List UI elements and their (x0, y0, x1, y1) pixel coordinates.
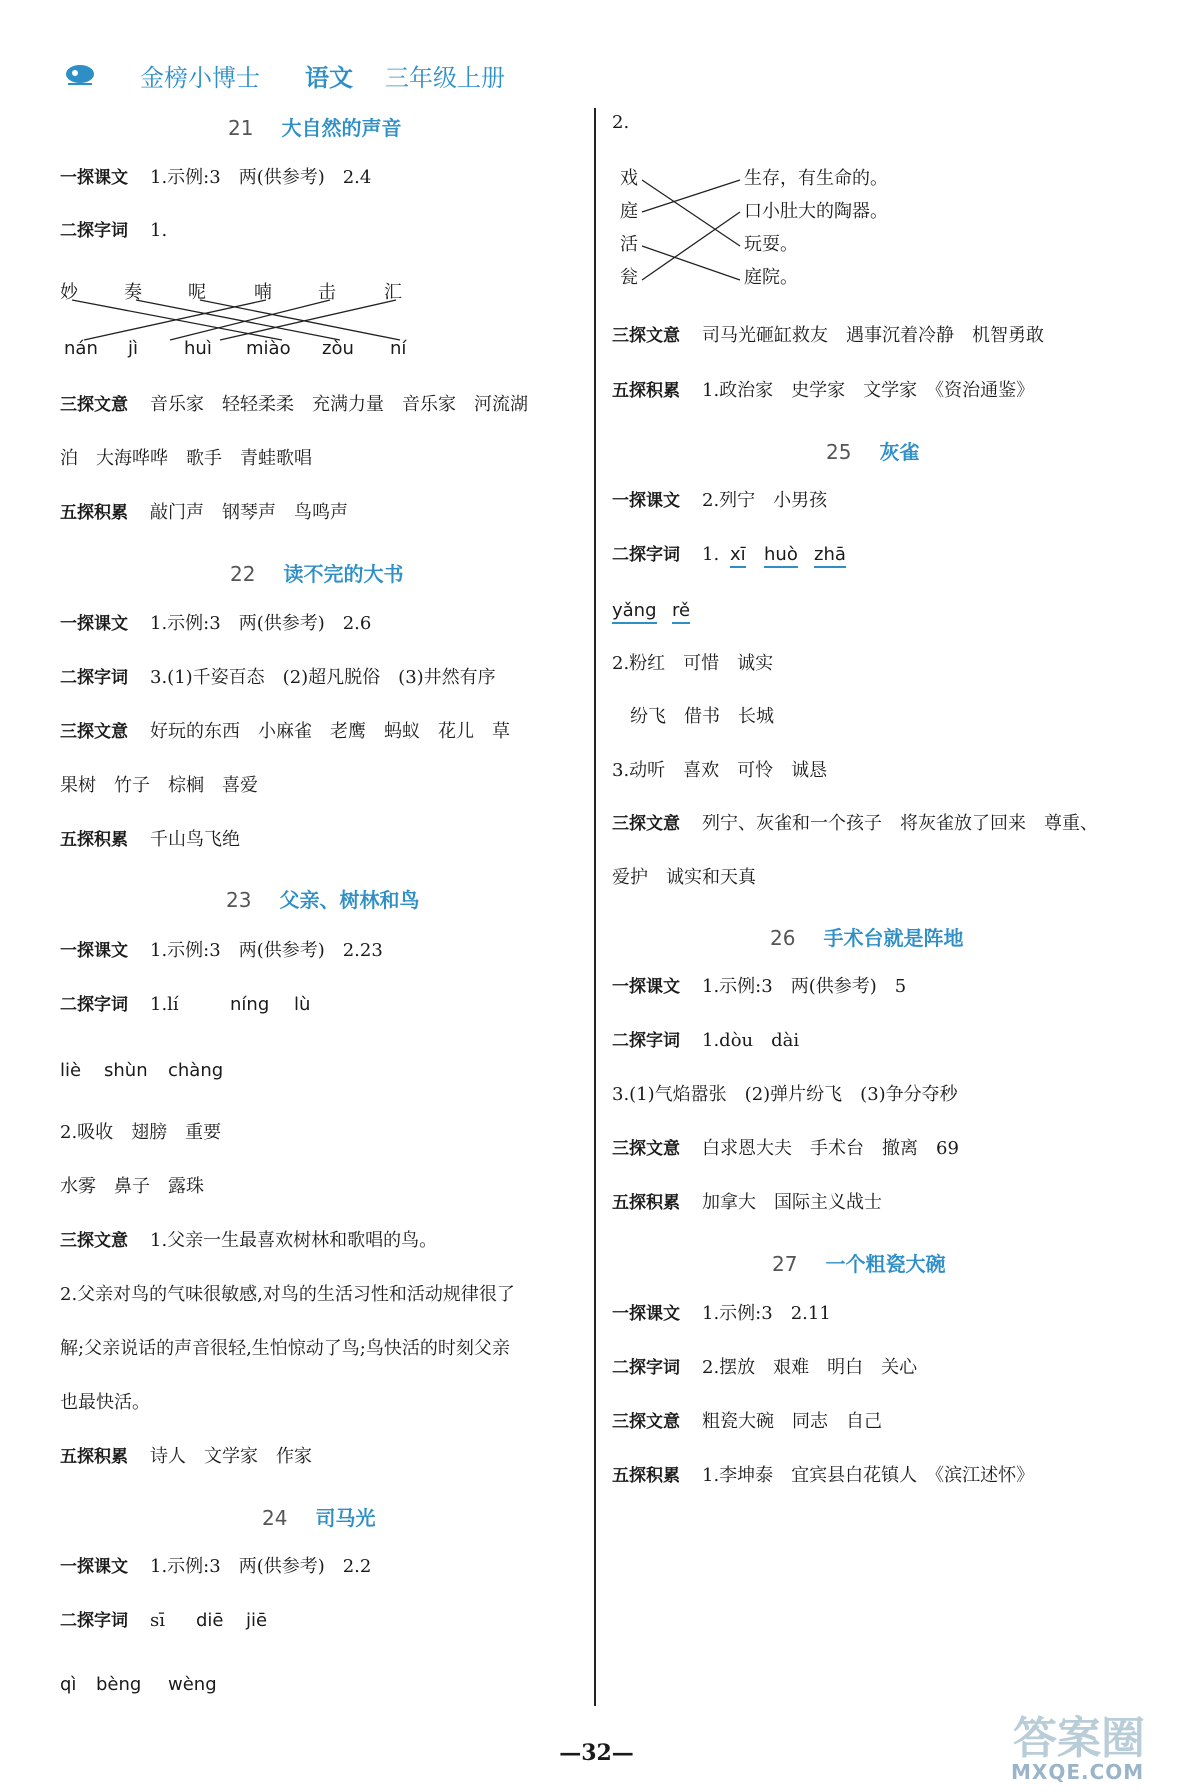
lesson-title: 26 手术台就是阵地 (770, 926, 964, 950)
pinyin: lù (294, 994, 311, 1015)
answer-line: 一探课文 1.示例:3 两(供参考) 2.23 (60, 940, 383, 961)
answer-line: 二探字词 1. (60, 220, 168, 241)
answer-line: 泊 大海哗哗 歌手 青蛙歌唱 (60, 448, 312, 469)
answer-line: 3.(1)气焰嚣张 (2)弹片纷飞 (3)争分夺秒 (612, 1084, 958, 1105)
answer-line: 2.父亲对鸟的气味很敏感,对鸟的生活习性和活动规律很了 (60, 1284, 515, 1305)
brand-title: 金榜小博士 (140, 64, 260, 92)
answer-line: 三探文意 司马光砸缸救友 遇事沉着冷静 机智勇敢 (612, 325, 1044, 346)
grade-title: 三年级上册 (385, 64, 505, 92)
match-definition: 口小肚大的陶器。 (744, 201, 888, 222)
answer-line: 五探积累 1.李坤泰 宜宾县白花镇人 《滨江述怀》 (612, 1465, 1035, 1486)
pinyin: zhā (814, 544, 846, 568)
answer-line: 2.粉红 可惜 诚实 (612, 653, 774, 674)
pinyin: huò (764, 544, 798, 568)
match-char: 戏 (620, 168, 638, 189)
answer-line: 一探课文 1.示例:3 两(供参考) 2.2 (60, 1556, 372, 1577)
pinyin: liè (60, 1060, 82, 1081)
answer-line: 一探课文 1.示例:3 两(供参考) 2.6 (60, 613, 372, 634)
answer-line: 三探文意 音乐家 轻轻柔柔 充满力量 音乐家 河流湖 (60, 394, 528, 415)
answer-line: 水雾 鼻子 露珠 (60, 1176, 204, 1197)
match-pinyin: huì (184, 338, 212, 359)
subject-title: 语文 (305, 64, 353, 92)
match-char: 喃 (254, 282, 272, 303)
pinyin: xī (730, 544, 746, 568)
definition-lines (640, 168, 760, 296)
definition-matching (620, 168, 980, 296)
match-lines (60, 278, 420, 360)
answer-line: 三探文意 列宁、灰雀和一个孩子 将灰雀放了回来 尊重、 (612, 813, 1098, 834)
answer-line: 二探字词 1.lí (60, 994, 179, 1015)
pinyin: wèng (168, 1674, 217, 1695)
match-definition: 庭院。 (744, 267, 798, 288)
lesson-title: 27 一个粗瓷大碗 (772, 1252, 946, 1276)
answer-line: 三探文意 好玩的东西 小麻雀 老鹰 蚂蚁 花儿 草 (60, 721, 510, 742)
answer-line: 三探文意 粗瓷大碗 同志 自己 (612, 1411, 882, 1432)
answer-line: 爱护 诚实和天真 (612, 867, 756, 888)
answer-line: 一探课文 1.示例:3 两(供参考) 2.4 (60, 167, 372, 188)
answer-line: 五探积累 1.政治家 史学家 文学家 《资治通鉴》 (612, 380, 1035, 401)
answer-line: 三探文意 1.父亲一生最喜欢树林和歌唱的鸟。 (60, 1230, 438, 1251)
answer-line: 二探字词 1.dòu dài (612, 1030, 800, 1051)
answer-line: 三探文意 白求恩大夫 手术台 撤离 69 (612, 1138, 959, 1159)
answer-line: 二探字词 sī (60, 1610, 165, 1631)
answer-line: 一探课文 1.示例:3 2.11 (612, 1303, 831, 1324)
answer-line: 解;父亲说话的声音很轻,生怕惊动了鸟;鸟快活的时刻父亲 (60, 1338, 510, 1359)
pinyin: qì (60, 1674, 77, 1695)
pinyin: bèng (96, 1674, 142, 1695)
pinyin: yǎng (612, 600, 657, 624)
answer-line: 五探积累 加拿大 国际主义战士 (612, 1192, 882, 1213)
match-definition: 玩耍。 (744, 234, 798, 255)
answer-line: 五探积累 敲门声 钢琴声 鸟鸣声 (60, 502, 348, 523)
page-number: —32— (559, 1740, 634, 1766)
answer-line: 五探积累 诗人 文学家 作家 (60, 1446, 312, 1467)
match-char: 庭 (620, 201, 638, 222)
match-char: 妙 (60, 282, 78, 303)
answer-line: 3.动听 喜欢 可怜 诚恳 (612, 760, 828, 781)
lesson-title: 25 灰雀 (826, 440, 920, 464)
lesson-title: 22 读不完的大书 (230, 562, 404, 586)
match-pinyin: miào (246, 338, 291, 359)
answer-line: 一探课文 2.列宁 小男孩 (612, 490, 828, 511)
answer-line: 也最快活。 (60, 1392, 150, 1413)
column-divider (594, 108, 596, 1706)
answer-line: 五探积累 千山鸟飞绝 (60, 829, 240, 850)
watermark (1011, 1702, 1181, 1784)
answer-line: 二探字词 1. (612, 544, 720, 565)
pinyin: diē (196, 1610, 224, 1631)
match-pinyin: jì (128, 338, 139, 359)
answer-line: 纷飞 借书 长城 (612, 706, 774, 727)
pinyin: shùn (104, 1060, 148, 1081)
match-pinyin: ní (390, 338, 407, 359)
watermark-url: MXQE.COM (1011, 1760, 1145, 1784)
match-char: 汇 (384, 282, 402, 303)
lesson-title: 21 大自然的声音 (228, 116, 402, 140)
lesson-title: 23 父亲、树林和鸟 (226, 888, 420, 912)
match-char: 击 (318, 282, 336, 303)
match-definition: 生存，有生命的。 (744, 168, 888, 189)
match-char: 活 (620, 234, 638, 255)
answer-line: 2. (612, 112, 630, 133)
matching-diagram (60, 278, 420, 360)
match-char: 瓮 (620, 267, 638, 288)
match-char: 呢 (188, 282, 206, 303)
match-pinyin: nán (64, 338, 98, 359)
logo-icon (62, 62, 98, 88)
answer-line: 果树 竹子 棕榈 喜爱 (60, 775, 258, 796)
pinyin: rě (672, 600, 690, 624)
pinyin: níng (230, 994, 270, 1015)
pinyin: jiē (246, 1610, 268, 1631)
answer-line: 二探字词 2.摆放 艰难 明白 关心 (612, 1357, 918, 1378)
match-char: 奏 (124, 282, 142, 303)
answer-line: 一探课文 1.示例:3 两(供参考) 5 (612, 976, 907, 997)
lesson-title: 24 司马光 (262, 1506, 376, 1530)
match-pinyin: zòu (322, 338, 354, 359)
watermark-logo: 答案圈 (1013, 1713, 1145, 1764)
answer-line: 2.吸收 翅膀 重要 (60, 1122, 222, 1143)
pinyin: chàng (168, 1060, 224, 1081)
answer-line: 二探字词 3.(1)千姿百态 (2)超凡脱俗 (3)井然有序 (60, 667, 496, 688)
